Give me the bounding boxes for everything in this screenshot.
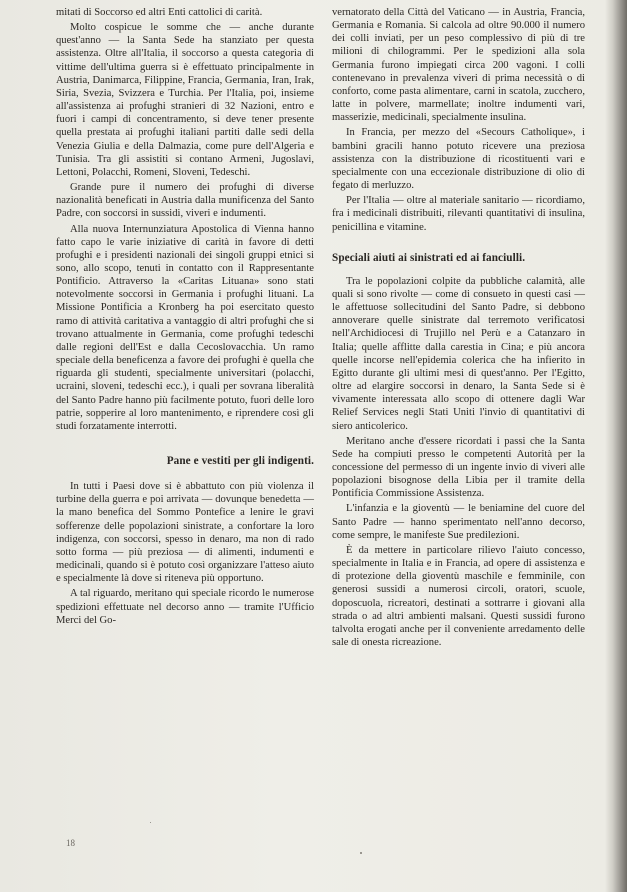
left-paragraph: mitati di Soccorso ed altri Enti cattolici di carità.	[56, 7, 263, 18]
left-paragraph: Grande pure il numero dei profughi di diverse nazionalità beneficati in Austria dalla munificenza del Santo Padre, con soccorsi in sussidi, viveri e indumenti.	[56, 182, 314, 220]
right-paragraph: Per l'Italia — oltre al materiale sanitario — ricordiamo, fra i medicinali distribuiti, rilevanti quantitativi di insulina, penicillina e vitamine.	[332, 195, 585, 233]
paper-speck	[150, 822, 151, 823]
right-paragraph: L'infanzia e la gioventù — le beniamine del cuore del Santo Padre — hanno sperimentato nell'anno decorso, come sempre, le manifeste Sue predilezioni.	[332, 503, 585, 541]
section-title-speciali-aiuti: Speciali aiuti ai sinistrati ed ai fanciulli.	[332, 251, 526, 264]
page-number: 18	[66, 838, 75, 848]
right-paragraph: Meritano anche d'essere ricordati i passi che la Santa Sede ha compiuti presso le competenti Autorità per la concessione del permesso di un ingente invio di viveri alle popolazioni bisognose della Libia per il tramite della Pontificia Commissione Assistenza.	[332, 435, 585, 500]
paper-speck	[360, 852, 362, 854]
right-paragraph: In Francia, per mezzo del «Secours Catholique», i bambini gracili hanno potuto ricevere una preziosa assistenza con la distribuzione di ricostituenti vari e specialmente con una eccezionale distribuzione di olio di fegato di merluzzo.	[332, 127, 585, 192]
section-title-pane-vestiti: Pane e vestiti per gli indigenti.	[166, 455, 314, 467]
right-paragraph: È da mettere in particolare rilievo l'aiuto concesso, specialmente in Italia e in Francia, ad opere di assistenza e di protezione della gioventù maschile e femminile, con generosi sussidi a numerosi circoli, oratori, scuole, doposcuola, ricreatori, destinati a sottrarre i giovani alla strada o ad altri ambienti malsani. Questi sussidi furono talvolta erogati anche per il conveniente arredamento delle sale di onesta ricreazione.	[332, 544, 585, 649]
left-paragraph: Molto cospicue le somme che — anche durante quest'anno — la Santa Sede ha stanziato per questa assistenza. Oltre all'Italia, il soccorso a questa categoria di vittime dell'ultima guerra si è effettuato principalmente in Austria, Danimarca, Filippine, Francia, Germania, Iran, Irak, Siria, Svezia, Svizzera e Turchia. Per l'Italia, poi, insieme all'assistenza ai profughi stranieri di 32 Nazioni, entro e fuori i campi di concentramento, si deve tener presente quella prestata ai profughi italiani partiti dalle sedi della Venezia Giulia e della Dalmazia, come pure dell'Algeria e Tunisia. Tra gli assistiti si contano Armeni, Jugoslavi, Lettoni, Polacchi, Romeni, Sloveni, Tedeschi.	[56, 22, 314, 178]
left-paragraph: Alla nuova Internunziatura Apostolica di Vienna hanno fatto capo le varie iniziative di carità in favore di detti profughi e i presidenti nazionali dei singoli gruppi etnici si sono, allo scopo, tenuti in contatto con il Rappresentante Pontificio. Attraverso la «Caritas Lituana» sono stati notevolmente soccorsi in Germania i profughi lituani. La Missione Pontificia a Kronberg ha poi esercitato questo ramo di attività caritativa a vantaggio di altri profughi che si trovano attualmente in Germania, come profughi tedeschi dalle regioni dell'Est e dalla Cecoslovacchia. Un ramo speciale della beneficenza a favore dei profughi è quella che riguarda gli studenti, specialmente universitari (polacchi, ucraini, sloveni, tedeschi ecc.), i quali per sovrana liberalità del Santo Padre hanno più facilmente potuto, fuori delle loro patrie, sopperire al loro mantenimento, e riprendere così gli studi forzatamente interrotti.	[56, 223, 314, 432]
page-binding-shadow	[605, 0, 627, 892]
left-paragraph: A tal riguardo, meritano qui speciale ricordo le numerose spedizioni effettuate nel decorso anno — tramite l'Ufficio Merci del Go-	[56, 588, 314, 626]
right-paragraph: vernatorato della Città del Vaticano — in Austria, Francia, Germania e Romania. Si calcola ad oltre 90.000 il numero dei colli inviati, per un peso complessivo di più di tre milioni di chilogrammi. Per le spedizioni alla sola Germania furono impiegati circa 200 vagoni. I colli contenevano in prevalenza viveri di prima necessità o di conforto, come pasta alimentare, carni in scatola, zucchero, latte in polvere, marmellate; inoltre indumenti vari, masserizie, medicinali, specialmente insulina.	[332, 7, 585, 124]
right-column	[332, 6, 585, 649]
right-paragraph: Tra le popolazioni colpite da pubbliche calamità, alle quali si sono rivolte — come di consueto in questi casi — le affettuose sollecitudini del Santo Padre, si debbono annoverare quelle sinistrate dal terremoto verificatosi nell'Archidiocesi di Trujillo nel Perù e a Catanzaro in Italia; quelle afflitte dalla carestia in Cina; e più ancora quelle incorse nell'epidemia colerica che ha infierito in Egitto durante gli ultimi mesi di quest'anno. Per l'Egitto, oltre ad elargire soccorsi in denaro, la Santa Sede si è vivamente interessata allo scopo di ottenere dagli War Relief Services negli Stati Uniti l'invio di quantitativi di siero anticolerico.	[332, 275, 585, 432]
left-column	[56, 6, 314, 627]
left-paragraph: In tutti i Paesi dove si è abbattuto con più violenza il turbine della guerra e poi arrivata — dovunque benedetta — la mano benefica del Sommo Pontefice a lenire le gravi sofferenze delle popolazioni sinistrate, a confortare la loro indigenza, con soccorsi, spesso in denaro, ma non di rado sotto forma — più preziosa — di alimenti, indumenti e medicinali, quando si è potuto così organizzare l'atteso aiuto e specialmente là dove si riteneva più opportuno.	[56, 481, 314, 585]
